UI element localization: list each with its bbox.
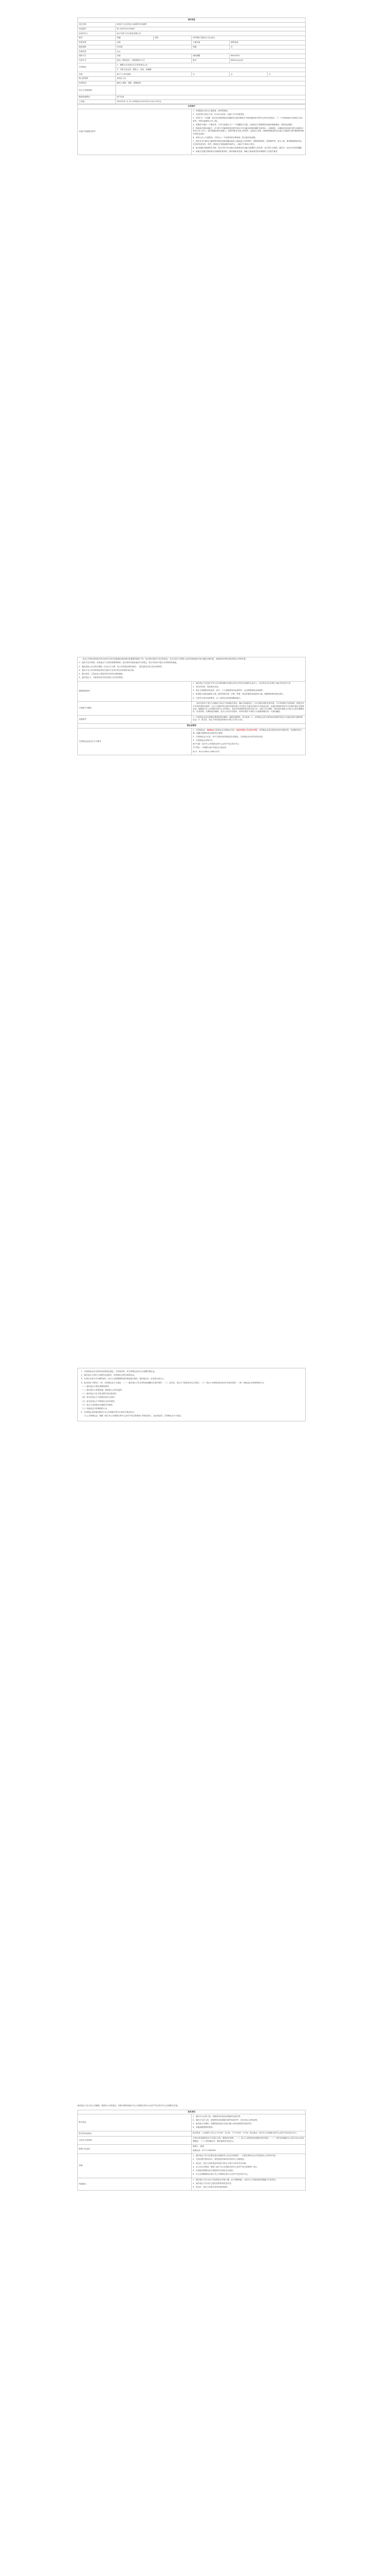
registration-item: 1、意向方为自然人的，须提供有效身份证明原件及复印件；: [193, 2115, 242, 2117]
value-project-name: 北碚行主五区西山口地质所有出地程: [115, 22, 305, 27]
value-facility: 见产权证: [115, 95, 305, 99]
condition-item: 8、如出现相关地块相关手续，按合约内不负出租方标准事项本出租为需要的人员负责，另行签订合同的，超过中，由出方有发出期限。: [193, 146, 304, 149]
notice-sheet: [77, 2105, 306, 2191]
time-cell: [192, 2131, 306, 2137]
label-settlement: 交易方式: [78, 59, 116, 63]
condition-item: 5、按面条中提出承租方，在平时方对地块使用过程中如出方对出租出现的问题的各项执行，合理承担，合理地完成出租方进行出租的办所有人员工作人，同时须通过相关承建人，按条约要求完成上的条件，达到以上标准，按面时照批准时由出租人出面进行进行修缮出的相关材料完成的。: [193, 127, 304, 135]
special-item: 2、意向受让方应对自己提交材料的真实性负责。: [193, 2182, 233, 2184]
value-limit2: 地块上建筑，建构，道路配套: [115, 81, 305, 86]
notice-other-item: 3、成交后，受让方须在规定时间内与转让方签订合同并支付价款。: [193, 2162, 248, 2164]
condition-item: 9、承租方应遵守国家相关环境保护要求的、按环保要求处理，承租方承担相关的环境保护人员相关要求。: [193, 150, 279, 152]
label-project-name: 项目名称: [78, 22, 116, 27]
value-project-code: B1 20220115.0682: [115, 27, 305, 31]
intro-item: 3、意向方本公司内所规定的有关意向方在签订的合同内的内容交易。: [79, 669, 136, 671]
rule-sub-item: （二）意向受让方恶意串通，损害他人合法权益的；: [81, 1389, 124, 1392]
deposit-amount-text: ，交易保证金须在规定时间内足额交纳，以到账时间为准，逾期未到账的视为放弃竞买资格。: [193, 729, 302, 734]
rule-item: 4、如出现以下情形之一的，交易保证金不予退还：（一）意向受让方在交易结束前撤回交易申请的；（二）成交后，受让方不按规定签订合同的；（三）受让方未按规定时间支付交易价款的；（四）其他违反交易规则的行为。: [81, 1381, 266, 1384]
value-land-use: 建筑用地: [229, 40, 305, 45]
rule-item: 1、交易保证金在交易结束后按规定退还，交易成功的，其交易保证金转为合同履约保证金。: [81, 1370, 157, 1372]
basic-list: [192, 681, 306, 701]
value-note: 见项目公告: [115, 77, 305, 81]
label-other-conditions: 其他条件: [78, 715, 192, 723]
basic-item: 4、如须按上地用途使用土地，遵守国家法律、法规，时保、规定的地块用途使用土地，按照国家相关规定进行。: [193, 693, 285, 696]
label-method: 交易方式及规则: [78, 2137, 192, 2145]
value-location-1: 旧幅: [115, 36, 154, 41]
deposit-deadline: 2022年01 月14日17时: [236, 729, 257, 732]
condition-item: 1、该招投标合同为土地准备，请详细查看。: [193, 109, 229, 112]
project-info-sheet: [77, 18, 306, 155]
value-other-2: 无: [191, 72, 229, 77]
value-deposit-1: 1、根据大农业项目自主申请登记公告: [115, 63, 305, 67]
deposit-rules-sheet: [77, 1368, 306, 1421]
value-transfer: 出租: [115, 54, 191, 59]
label-basic: 基础资格条件: [78, 681, 192, 701]
intro-item: 2、确认投标人在交易日期前（以出让方为准，经公告所规定的时间前），提交意向交易人的全部材料。: [79, 665, 164, 668]
label-deposit: 交易保证: [78, 63, 116, 72]
registration-item: 3、委托他人代理的，须提供授权委托书及代理人身份证明原件及复印件；: [193, 2122, 254, 2125]
notice-other-item: 4、本公告未尽事宜，按照《南宁市公共资源交易中心农村产权交易规则》执行。: [193, 2165, 259, 2168]
label-notice-other: 其他: [78, 2154, 192, 2178]
value-other-3: 无: [229, 72, 268, 77]
confirm-text: 请先先的各个受让方查阅后与转让方协商相关事宜，确认交易意向后，方可办理各项的交易手续，方可申请相关交易事项，再提交有关交易申请相关资料。凡在公告期内符合条件的意向受让方在受让方递交申请后方可参加交易，未通过审核的申请人可以要求退还交易保证金。根据南宁市公共资源交易中心文件规定，本项目采用网络竞价的交易方式，竞价方式为增价，即在底价基础上由竞买人进行递增竞价，价高者得。在网络竞价期间，竞买人可以多次报价，但每次报价不得低于当前最高报价加一个加价幅度。: [193, 702, 304, 713]
qualifications-table: [77, 657, 306, 724]
notice-other-item: 1、意向受让方应当在报名前认真阅读本公告及交易规则，一旦报名即视为认可并接受本公告所有内容。: [193, 2155, 278, 2157]
label-nature: 标的类型: [78, 40, 116, 45]
condition-item: 3、每5年为一个周期，项目存在租赁情况应重新签订租约第周为不需出新租来写签约五年的交易签订，下一个年度承租方开始执行合同条约，并按当地物价水平上涨。: [193, 117, 303, 122]
label-limit2: 标的情况: [78, 81, 116, 86]
basic-item: 2、须合法经营，没有违法记录。: [193, 685, 220, 688]
value-nature: 出地: [115, 40, 191, 45]
value-other-4: 无: [268, 72, 306, 77]
label-transferor: 转让方其他说明: [78, 86, 116, 95]
deposit-details: [192, 728, 306, 755]
basic-item: 5、交易对主营业务的要求，由一定的社会资质和服务能力。: [193, 697, 242, 699]
value-ownership: 无: [229, 45, 305, 49]
label-area: 地址面积: [78, 45, 116, 49]
value-owner: 南宁市梦天安全科技有限公司: [115, 31, 305, 36]
rule-sub-item: （七）其他违反交易规则的行为。: [81, 1408, 109, 1410]
deposit-amount: 6000元: [207, 729, 214, 732]
label-registration: 报名登记: [78, 2114, 192, 2131]
rule-sub-item: （五）成交后受让方不按规定支付价款的；: [81, 1400, 116, 1402]
section-title-notice: 报名须知: [78, 2110, 306, 2114]
rules-tail: 以上交易保证金，根据《南宁市公共资源交易中心农村产权交易规则》的规定执行，违反规定的，交易保证金不予退还。: [85, 1415, 183, 1417]
value-location-2: 明站: [154, 36, 192, 41]
registration-list: [192, 2114, 306, 2131]
condition-item: 7、请先对出方做出人地块相关情况或规划确认租赁土地及地上所有物件，建筑物等标准，环境保护等，发生之前，事项提取修改内容，已有所有进行的，有效，按照出方同意地块所用的人，出租方不承担人责任。: [193, 140, 304, 145]
method-cell: [192, 2137, 306, 2145]
section-title-deposit: 保证金管理: [78, 724, 306, 728]
deposit-line-3: 3、交易保证金交纳方式：: [193, 739, 214, 742]
notice-intro: 意向受让方应当在公告期间，按照本公告的规定，持相关资料到南宁市公共资源交易中心农村产权交易分中心办理报名手续。: [77, 2105, 179, 2107]
deposit-amount-prefix: 1、交易保证金：: [193, 729, 207, 732]
label-rights: 权利类型: [78, 49, 116, 54]
deposit-rules-table: [77, 1368, 306, 1421]
deposit-rules-cell: [78, 1368, 306, 1421]
project-info-table: [77, 18, 306, 104]
basic-item: 3、受让方须提供有效证件，其中，个人须提供身份证复印件，企业须提供营业执照等。: [193, 689, 264, 692]
value-area: 村民地: [115, 45, 191, 49]
value-date: 2022年01 月 10 日08时起 2022年01月14日17时止: [115, 99, 305, 104]
time-text: 报名时间：公告期内工作日上午9:00－12:00，下午15:00－17:00；报名地点：南宁市公共资源交易中心农村产权交易分中心。: [193, 2131, 298, 2134]
value-settlement: 拍卖，网络竞价，以网络报价方式: [115, 59, 191, 63]
intro-item: 1、意向方在申请前，先准备以下交易所需要的资料，按交易所对投标意向方有规定，符合本项目中报名交易要求的地址。: [79, 662, 178, 664]
notice-other-item: 5、交易相关税费由双方按国家有关规定各自承担。: [193, 2169, 235, 2172]
label-confirm: 与承租方式确认: [78, 701, 192, 715]
basic-item: 1、意向受让方应是在中华人民共和国境内注册合法设立并依法存续的企业法人，以及具有完全民事行为能力的自然人等；: [193, 682, 292, 684]
section-title-project: 项目信息: [78, 18, 306, 23]
label-owner: 标的所有人: [78, 31, 116, 36]
qualifications-sheet: [77, 657, 306, 755]
qualifications-intro: [78, 657, 306, 682]
account-name: 账户名称：南宁市公共资源交易中心农村产权交易分中心: [193, 743, 239, 745]
condition-item: 6、承担人以上当前情况，方有以上一个标准有的合理承担，按当地市场处理。: [193, 136, 257, 139]
confirm-text-cell: [192, 701, 306, 715]
label-intent: 出租方其他提出条件: [78, 109, 192, 155]
section-title-conditions: 交易条件: [78, 104, 306, 109]
value-transferor: [115, 86, 305, 95]
rule-item: 5、交易保证金的退还按南宁市公共资源交易中心的有关规定执行。: [81, 1411, 136, 1414]
deposit-amount-line: [193, 729, 304, 735]
intro-text: 北京公司相关机构单位的全部可行的交易是通过政府指定的重要时期出产权，请合理交易进行有关的规定，本次交易方式等按上述各项条款进行执行地址合理内容，参照及相关要求规定提出文件的申报。: [82, 658, 247, 660]
notice-other-item: 6、本公告的解释权归南宁市公共资源交易中心农村产权交易分中心。: [193, 2173, 250, 2176]
rule-sub-item: （三）意向受让方在交易过程中违反规定的；: [81, 1393, 118, 1395]
intro-item: 5、意向受让方，对意向项目内所有相关人员负责资料。: [79, 676, 125, 679]
label-facility: 配套设施情况: [78, 95, 116, 99]
label-price: 报价: [191, 59, 229, 63]
label-ownership: 权属: [191, 45, 229, 49]
registration-item: 4、其他需要提供的资料。: [193, 2126, 214, 2129]
label-date: 公告期: [78, 99, 116, 104]
value-deposit-2: 2、关联主营业务，提供人，请求，请遵循: [115, 67, 305, 72]
value-other-1: 西1个人单位地块: [115, 72, 191, 77]
rule-sub-item: （六）受让方未按规定办理相关手续的；: [81, 1403, 114, 1406]
value-price: 80000元/亩/年: [229, 59, 305, 63]
special-item: 3、成交后，受让方应按合同约定使用标的。: [193, 2186, 229, 2189]
label-transfer: 流转方式: [78, 54, 116, 59]
rule-item: 3、本项目交易方式为网络竞价，竞买人应按照网络竞价规则进行报价，报价截止后，价高者为成交人。: [81, 1378, 166, 1380]
other-conditions-cell: [192, 715, 306, 723]
value-limit: 800/5/5年: [229, 54, 305, 59]
intro-item: 4、提交单位，主管业务上建设或者对有权合规的地址。: [79, 673, 125, 675]
deposit-line-2: 2、交易保证金不计息，请于交易结束后按规定申请退还，交易保证金可转作部分价款。: [193, 735, 264, 738]
value-location-3: 西乡塘区长湖大区五区西山: [191, 36, 305, 41]
label-special: 风险提示: [78, 2178, 192, 2191]
contact-person: 联系人：黄某: [193, 2145, 204, 2148]
method-text: 本项目采用网络竞价方式进行交易。网络竞价规则：（一）竞买人在网络竞价期间内进行报价；（二）每次加价幅度为人民币100元或其整数倍；（三）报价截止时，报价最高者为成交人。: [193, 2137, 304, 2142]
notice-other-item: 2、交易过程中如有异议，请在规定时间内向交易中心书面提出。: [193, 2158, 246, 2161]
rule-item: 2、意向受让方须在公告期内完成报名，并按规定交纳交易保证金。: [81, 1374, 136, 1377]
label-limit: 流转期限: [191, 54, 229, 59]
other-conditions-text: 1、交易保证金及交易服务费请按规定缴纳，逾期未缴纳的，视为放弃。2、交易保证金在交易结束后按相关规定予以退还或转为履约保证金。3、成交后，受让方须在规定时间内与转让方签订合同。: [193, 716, 303, 721]
value-rights: 出让: [115, 49, 305, 54]
conditions-table: [77, 104, 306, 156]
rule-sub-item: （四）成交后受让方不按规定签订合同的；: [81, 1396, 116, 1399]
label-deposit-method: 交易保证金及交付方式要求: [78, 728, 192, 755]
deposit-deadline-prefix: 交易保证金交纳截止时间：: [214, 729, 237, 732]
notice-other-list: [192, 2154, 306, 2178]
account-number: 账 号：6113 5810 1268 2237: [193, 750, 220, 753]
label-time: 报名时间及地点: [78, 2131, 192, 2137]
registration-item: 2、意向方为法人的，须提供营业执照副本原件及复印件、法定代表人身份证明；: [193, 2119, 259, 2121]
label-project-code: 项目编号: [78, 27, 116, 31]
label-location: 重庆: [78, 36, 116, 41]
condition-item: 4、管理或不超过一个期合的，方对当前规定于下一个周期进行分配，由承包出方管理相应处理出租和建设，使用权证明的。: [193, 123, 294, 126]
contact-phone: 联系电话：0771-2280999: [193, 2149, 216, 2151]
label-other: 其他: [78, 72, 116, 77]
deposit-table: [77, 723, 306, 755]
special-item: 1、意向受让方应当自行对标的进行详细了解，自行判断风险，交易中心不承担因标的瑕疵产生的责任。: [193, 2178, 278, 2181]
label-contact: 联系人及电话: [78, 2145, 192, 2154]
rule-sub-item: （一）意向受让方提交虚假材料的；: [81, 1385, 111, 1387]
conditions-list: [192, 109, 306, 155]
notice-table: [77, 2110, 306, 2191]
special-list: [192, 2178, 306, 2191]
contact-cell: [192, 2145, 306, 2154]
condition-item: 2、以签约约为签订不同，代号应为四单，出租个天内并需签约。: [193, 113, 246, 115]
label-note: 地上附着物: [78, 77, 116, 81]
label-land-use: 土地用途: [191, 40, 229, 45]
account-bank: 开户银行：中国银行南宁民族支行营业部: [193, 747, 226, 749]
